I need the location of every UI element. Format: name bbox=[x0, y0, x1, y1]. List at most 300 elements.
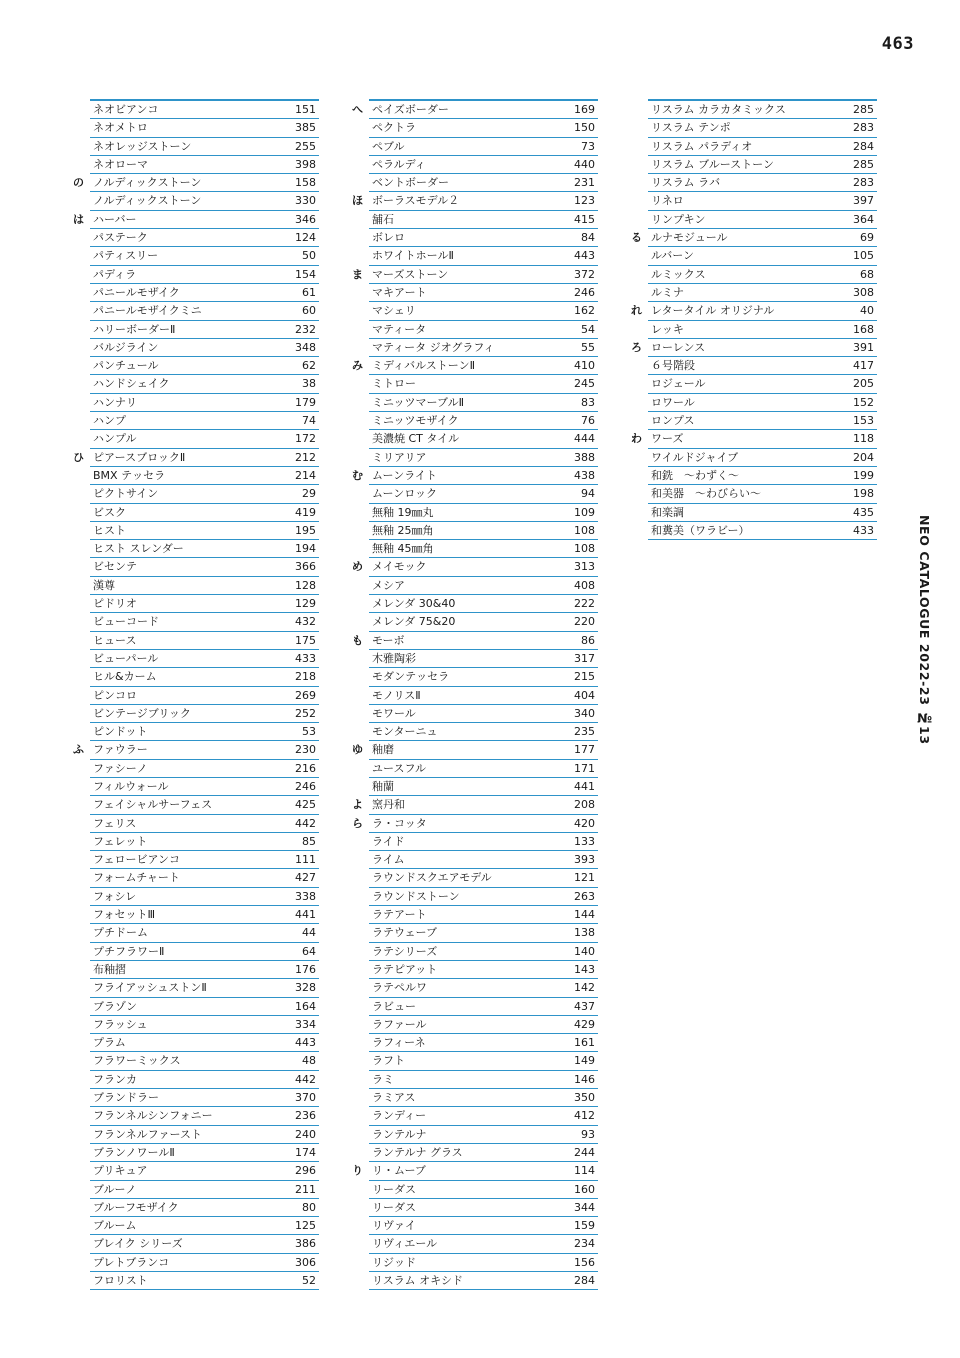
product-name: パティスリー bbox=[93, 249, 159, 263]
product-name: マシェリ bbox=[372, 304, 416, 318]
index-row bbox=[352, 357, 598, 375]
index-row bbox=[369, 1144, 598, 1162]
page-ref: 442 bbox=[295, 1072, 316, 1086]
index-row bbox=[352, 815, 598, 833]
kana-header: れ bbox=[631, 304, 642, 318]
index-row bbox=[648, 522, 877, 540]
product-name: 無釉 45㎜角 bbox=[372, 542, 434, 556]
index-row bbox=[90, 229, 319, 247]
index-row bbox=[90, 485, 319, 503]
kana-header: ら bbox=[352, 816, 363, 830]
index-row bbox=[90, 815, 319, 833]
product-name: ラフト bbox=[372, 1054, 405, 1068]
page-ref: 149 bbox=[574, 1054, 595, 1068]
product-name: BMX テッセラ bbox=[93, 468, 166, 482]
page-ref: 172 bbox=[295, 432, 316, 446]
index-row bbox=[369, 504, 598, 522]
product-name: フォセットⅢ bbox=[93, 908, 156, 922]
page-ref: 144 bbox=[574, 908, 595, 922]
product-name: メレンダ 75&20 bbox=[372, 615, 456, 629]
index-row bbox=[648, 375, 877, 393]
page-ref: 393 bbox=[574, 853, 595, 867]
product-name: ラウンドストーン bbox=[372, 889, 460, 903]
index-row bbox=[90, 650, 319, 668]
index-row bbox=[648, 449, 877, 467]
index-row bbox=[90, 888, 319, 906]
index-row bbox=[648, 357, 877, 375]
product-name: ヒル&カーム bbox=[93, 670, 157, 684]
product-name: ６号階段 bbox=[651, 359, 695, 373]
product-name: フランネルシンフォニー bbox=[93, 1109, 213, 1123]
product-name: パディラ bbox=[93, 267, 137, 281]
index-row bbox=[90, 1272, 319, 1290]
index-row bbox=[631, 229, 877, 247]
page-ref: 205 bbox=[853, 377, 874, 391]
index-row bbox=[90, 1034, 319, 1052]
page-ref: 246 bbox=[295, 779, 316, 793]
index-row bbox=[90, 833, 319, 851]
page-ref: 252 bbox=[295, 706, 316, 720]
product-name: ブルーノ bbox=[93, 1182, 137, 1196]
index-row bbox=[648, 467, 877, 485]
page-ref: 412 bbox=[574, 1109, 595, 1123]
page-ref: 68 bbox=[860, 267, 874, 281]
index-row bbox=[90, 796, 319, 814]
kana-header: わ bbox=[631, 432, 642, 446]
product-name: パニールモザイク bbox=[93, 285, 180, 299]
product-name: ペラルディ bbox=[372, 157, 426, 171]
page-ref: 124 bbox=[295, 231, 316, 245]
index-row bbox=[90, 1016, 319, 1034]
index-row bbox=[90, 540, 319, 558]
product-name: リーダス bbox=[372, 1200, 416, 1214]
index-row bbox=[90, 1181, 319, 1199]
index-row bbox=[90, 687, 319, 705]
kana-header: ふ bbox=[73, 743, 84, 757]
page-ref: 372 bbox=[574, 267, 595, 281]
kana-header: も bbox=[352, 633, 363, 647]
product-name: 和美器 ～わびらい～ bbox=[651, 487, 761, 501]
index-row bbox=[648, 247, 877, 265]
index-row bbox=[90, 558, 319, 576]
product-name: ビューコード bbox=[93, 615, 159, 629]
kana-header: の bbox=[73, 176, 84, 190]
page-ref: 444 bbox=[574, 432, 595, 446]
product-name: フランネルファースト bbox=[93, 1127, 202, 1141]
index-row bbox=[90, 156, 319, 174]
product-name: リヴァイ bbox=[372, 1219, 416, 1233]
index-row bbox=[369, 119, 598, 137]
index-row bbox=[631, 430, 877, 448]
page-ref: 129 bbox=[295, 597, 316, 611]
index-row bbox=[90, 412, 319, 430]
page-ref: 212 bbox=[295, 450, 316, 464]
product-name: ランテルナ bbox=[372, 1127, 427, 1141]
page-ref: 199 bbox=[853, 468, 874, 482]
index-row bbox=[90, 961, 319, 979]
kana-header: へ bbox=[352, 103, 363, 116]
kana-header: よ bbox=[352, 798, 363, 812]
page-ref: 111 bbox=[295, 853, 316, 867]
product-name: リンプキン bbox=[651, 212, 706, 226]
page-ref: 121 bbox=[574, 871, 595, 885]
product-name: ラファール bbox=[372, 1017, 427, 1031]
page-ref: 433 bbox=[853, 523, 874, 537]
product-name: ピクトサイン bbox=[93, 487, 159, 501]
index-row bbox=[90, 357, 319, 375]
kana-header: は bbox=[73, 212, 84, 226]
index-row bbox=[90, 1126, 319, 1144]
page-ref: 162 bbox=[574, 304, 595, 318]
product-name: 美濃焼 CT タイル bbox=[372, 432, 460, 446]
page-ref: 441 bbox=[574, 779, 595, 793]
page-ref: 54 bbox=[581, 322, 595, 336]
product-name: レタータイル オリジナル bbox=[651, 304, 775, 318]
page-ref: 334 bbox=[295, 1017, 316, 1031]
page-ref: 338 bbox=[295, 889, 316, 903]
product-name: リスラム ブルーストーン bbox=[651, 157, 774, 171]
page-ref: 435 bbox=[853, 505, 874, 519]
product-name: ルナモジュール bbox=[651, 231, 728, 245]
page-ref: 159 bbox=[574, 1219, 595, 1233]
page-ref: 55 bbox=[581, 340, 595, 354]
product-name: ピアースブロックⅡ bbox=[93, 450, 186, 464]
index-row bbox=[90, 924, 319, 942]
product-name: フォームチャート bbox=[93, 871, 180, 885]
product-name: マティータ bbox=[372, 322, 427, 336]
page-ref: 64 bbox=[302, 944, 316, 958]
index-row bbox=[352, 558, 598, 576]
product-name: ムーンライト bbox=[372, 468, 437, 482]
page-ref: 74 bbox=[302, 414, 316, 428]
page-ref: 52 bbox=[302, 1274, 316, 1287]
product-name: ライド bbox=[372, 834, 405, 848]
index-row bbox=[369, 247, 598, 265]
index-row bbox=[648, 156, 877, 174]
product-name: パンチュール bbox=[93, 359, 159, 373]
index-row bbox=[369, 577, 598, 595]
product-name: ビューパール bbox=[93, 651, 159, 665]
product-name: 木雅陶彩 bbox=[372, 651, 416, 665]
index-row bbox=[631, 302, 877, 320]
product-name: リスラム テンポ bbox=[651, 121, 731, 135]
product-name: モーボ bbox=[372, 633, 405, 647]
product-name: ミリアリア bbox=[372, 450, 427, 464]
product-name: ブラゾン bbox=[93, 999, 137, 1013]
product-name: ハンドシェイク bbox=[93, 377, 170, 391]
page-ref: 80 bbox=[302, 1200, 316, 1214]
product-name: リジッド bbox=[372, 1255, 416, 1269]
product-name: ワイルドジャイブ bbox=[651, 450, 739, 464]
product-name: メレンダ 30&40 bbox=[372, 597, 456, 611]
index-row bbox=[352, 741, 598, 759]
page-ref: 344 bbox=[574, 1200, 595, 1214]
page-ref: 442 bbox=[295, 816, 316, 830]
page-ref: 204 bbox=[853, 450, 874, 464]
page-ref: 174 bbox=[295, 1145, 316, 1159]
page-ref: 330 bbox=[295, 194, 316, 208]
product-name: リーダス bbox=[372, 1182, 416, 1196]
product-name: ハンナリ bbox=[93, 395, 137, 409]
page-ref: 328 bbox=[295, 981, 316, 995]
product-name: マティータ ジオグラフィ bbox=[372, 340, 495, 354]
index-row bbox=[90, 998, 319, 1016]
index-row bbox=[648, 504, 877, 522]
index-row bbox=[648, 101, 877, 119]
index-row bbox=[90, 979, 319, 997]
page-ref: 146 bbox=[574, 1072, 595, 1086]
page-ref: 152 bbox=[853, 395, 874, 409]
product-name: モダンテッセラ bbox=[372, 670, 450, 684]
product-name: フラワーミックス bbox=[93, 1054, 181, 1068]
page-ref: 386 bbox=[295, 1237, 316, 1251]
page-ref: 154 bbox=[295, 267, 316, 281]
page-ref: 440 bbox=[574, 157, 595, 171]
index-row bbox=[90, 1089, 319, 1107]
product-name: ペブル bbox=[372, 139, 405, 153]
product-name: ラミ bbox=[372, 1072, 394, 1086]
index-row bbox=[369, 778, 598, 796]
page-ref: 218 bbox=[295, 670, 316, 684]
product-name: ロンプス bbox=[651, 414, 695, 428]
product-name: ロジェール bbox=[651, 377, 706, 391]
index-row bbox=[90, 668, 319, 686]
index-row bbox=[90, 906, 319, 924]
index-row bbox=[90, 522, 319, 540]
page-ref: 169 bbox=[574, 103, 595, 116]
product-name: ラテシリーズ bbox=[372, 944, 438, 958]
product-name: ブランノワールⅡ bbox=[93, 1145, 175, 1159]
index-row bbox=[352, 101, 598, 119]
index-row bbox=[648, 412, 877, 430]
product-name: 和楽調 bbox=[651, 505, 684, 519]
product-name: ボーラスモデル２ bbox=[372, 194, 460, 208]
kana-header: ひ bbox=[73, 450, 84, 464]
index-row bbox=[648, 211, 877, 229]
index-row bbox=[73, 174, 319, 192]
product-name: ブレイク シリーズ bbox=[93, 1237, 183, 1251]
page-ref: 171 bbox=[574, 761, 595, 775]
page-ref: 417 bbox=[853, 359, 874, 373]
product-name: ミニッツマーブルⅡ bbox=[372, 395, 464, 409]
index-row bbox=[90, 1235, 319, 1253]
index-row bbox=[369, 705, 598, 723]
product-name: ローレンス bbox=[651, 340, 706, 354]
kana-header: め bbox=[352, 560, 363, 574]
product-name: ミディバルストーンⅡ bbox=[372, 359, 475, 373]
product-name: ネオローマ bbox=[93, 157, 148, 171]
product-name: リスラム オキシド bbox=[372, 1274, 464, 1287]
index-row bbox=[90, 467, 319, 485]
page-ref: 283 bbox=[853, 121, 874, 135]
product-name: モンターニュ bbox=[372, 725, 438, 739]
page-ref: 244 bbox=[574, 1145, 595, 1159]
page-ref: 246 bbox=[574, 285, 595, 299]
page-ref: 415 bbox=[574, 212, 595, 226]
index-row bbox=[648, 266, 877, 284]
product-name: マーズストーン bbox=[372, 267, 449, 281]
page-ref: 220 bbox=[574, 615, 595, 629]
index-row bbox=[90, 705, 319, 723]
index-row bbox=[369, 1199, 598, 1217]
product-name: ラテペルワ bbox=[372, 981, 427, 995]
page-ref: 443 bbox=[295, 1036, 316, 1050]
page-ref: 284 bbox=[574, 1274, 595, 1287]
index-row bbox=[352, 632, 598, 650]
index-row bbox=[369, 961, 598, 979]
index-row bbox=[90, 138, 319, 156]
page-ref: 176 bbox=[295, 962, 316, 976]
index-row bbox=[369, 138, 598, 156]
product-name: パニールモザイクミニ bbox=[93, 304, 202, 318]
product-name: ノルディックストーン bbox=[93, 176, 202, 190]
page-ref: 138 bbox=[574, 926, 595, 940]
page-ref: 164 bbox=[295, 999, 316, 1013]
product-name: 布釉摺 bbox=[93, 962, 126, 976]
index-row bbox=[90, 504, 319, 522]
page-ref: 160 bbox=[574, 1182, 595, 1196]
page-ref: 85 bbox=[302, 834, 316, 848]
page-ref: 364 bbox=[853, 212, 874, 226]
product-name: ルミックス bbox=[651, 267, 706, 281]
page-ref: 105 bbox=[853, 249, 874, 263]
product-name: フェイシャルサーフェス bbox=[93, 798, 213, 812]
product-name: ユースフル bbox=[372, 761, 427, 775]
index-row bbox=[352, 1162, 598, 1180]
product-name: ハリーボーダーⅡ bbox=[93, 322, 176, 336]
product-name: フライアッシュストンⅡ bbox=[93, 981, 207, 995]
product-name: プラム bbox=[93, 1036, 126, 1050]
product-name: ランテルナ グラス bbox=[372, 1145, 463, 1159]
product-name: プチフラワーⅡ bbox=[93, 944, 165, 958]
page-ref: 285 bbox=[853, 157, 874, 171]
index-row bbox=[369, 1034, 598, 1052]
index-row bbox=[369, 650, 598, 668]
index-row bbox=[90, 247, 319, 265]
page-ref: 73 bbox=[581, 139, 595, 153]
page-ref: 44 bbox=[302, 926, 316, 940]
index-row bbox=[369, 284, 598, 302]
product-name: ビスク bbox=[93, 505, 126, 519]
product-name: 窯丹和 bbox=[372, 798, 405, 812]
product-name: フェレット bbox=[93, 834, 148, 848]
index-row bbox=[369, 449, 598, 467]
page-ref: 61 bbox=[302, 285, 316, 299]
page-ref: 269 bbox=[295, 688, 316, 702]
page-ref: 150 bbox=[574, 121, 595, 135]
index-row bbox=[369, 1217, 598, 1235]
index-row bbox=[369, 760, 598, 778]
page-ref: 427 bbox=[295, 871, 316, 885]
index-column-1 bbox=[73, 99, 319, 1290]
page-ref: 235 bbox=[574, 725, 595, 739]
index-row bbox=[648, 192, 877, 210]
page-ref: 404 bbox=[574, 688, 595, 702]
product-name: フェリス bbox=[93, 816, 137, 830]
index-row bbox=[90, 430, 319, 448]
kana-header: ま bbox=[352, 267, 363, 281]
index-row bbox=[369, 1089, 598, 1107]
product-name: マキアート bbox=[372, 285, 427, 299]
index-row bbox=[369, 888, 598, 906]
index-row bbox=[90, 1162, 319, 1180]
index-row bbox=[90, 375, 319, 393]
page-ref: 76 bbox=[581, 414, 595, 428]
page-ref: 84 bbox=[581, 231, 595, 245]
product-name: リ・ムーブ bbox=[372, 1164, 426, 1178]
index-row bbox=[90, 339, 319, 357]
kana-header: み bbox=[352, 359, 363, 373]
kana-header: ゆ bbox=[352, 743, 363, 757]
page-ref: 391 bbox=[853, 340, 874, 354]
page-ref: 175 bbox=[295, 633, 316, 647]
page-ref: 398 bbox=[295, 157, 316, 171]
product-name: ハーバー bbox=[93, 212, 137, 226]
page-ref: 285 bbox=[853, 103, 874, 116]
kana-header: む bbox=[352, 468, 363, 482]
product-name: リヴィエール bbox=[372, 1237, 438, 1251]
index-row bbox=[369, 613, 598, 631]
index-row bbox=[369, 1107, 598, 1125]
page-ref: 308 bbox=[853, 285, 874, 299]
index-row bbox=[352, 467, 598, 485]
index-row bbox=[73, 211, 319, 229]
page-ref: 156 bbox=[574, 1255, 595, 1269]
product-name: ロワール bbox=[651, 395, 695, 409]
page-ref: 86 bbox=[581, 633, 595, 647]
page-ref: 296 bbox=[295, 1164, 316, 1178]
index-row bbox=[90, 266, 319, 284]
product-name: 漢尊 bbox=[93, 578, 115, 592]
page-ref: 125 bbox=[295, 1219, 316, 1233]
index-row bbox=[90, 778, 319, 796]
page-ref: 195 bbox=[295, 523, 316, 537]
page-ref: 194 bbox=[295, 542, 316, 556]
product-name: フランカ bbox=[93, 1072, 137, 1086]
index-row bbox=[369, 595, 598, 613]
index-row bbox=[369, 906, 598, 924]
index-row bbox=[369, 1254, 598, 1272]
page-ref: 114 bbox=[574, 1164, 595, 1178]
page-ref: 410 bbox=[574, 359, 595, 373]
product-name: 無釉 25㎜角 bbox=[372, 523, 434, 537]
index-row bbox=[369, 485, 598, 503]
index-row bbox=[90, 595, 319, 613]
page-ref: 133 bbox=[574, 834, 595, 848]
index-row bbox=[369, 1126, 598, 1144]
index-row bbox=[369, 687, 598, 705]
page-ref: 142 bbox=[574, 981, 595, 995]
index-row bbox=[369, 1272, 598, 1290]
index-row bbox=[90, 394, 319, 412]
page-ref: 50 bbox=[302, 249, 316, 263]
index-row bbox=[369, 1071, 598, 1089]
page-ref: 48 bbox=[302, 1054, 316, 1068]
index-row bbox=[648, 394, 877, 412]
index-row bbox=[369, 1052, 598, 1070]
index-row bbox=[369, 979, 598, 997]
index-row bbox=[369, 394, 598, 412]
index-row bbox=[90, 723, 319, 741]
page-ref: 348 bbox=[295, 340, 316, 354]
product-name: バルジライン bbox=[93, 340, 159, 354]
product-name: ペイズボーダー bbox=[372, 103, 449, 116]
index-row bbox=[90, 1071, 319, 1089]
product-name: 釉磨 bbox=[372, 743, 394, 757]
product-name: ホワイトホールⅡ bbox=[372, 249, 454, 263]
product-name: ノルディックストーン bbox=[93, 194, 202, 208]
product-name: パステーク bbox=[93, 231, 148, 245]
